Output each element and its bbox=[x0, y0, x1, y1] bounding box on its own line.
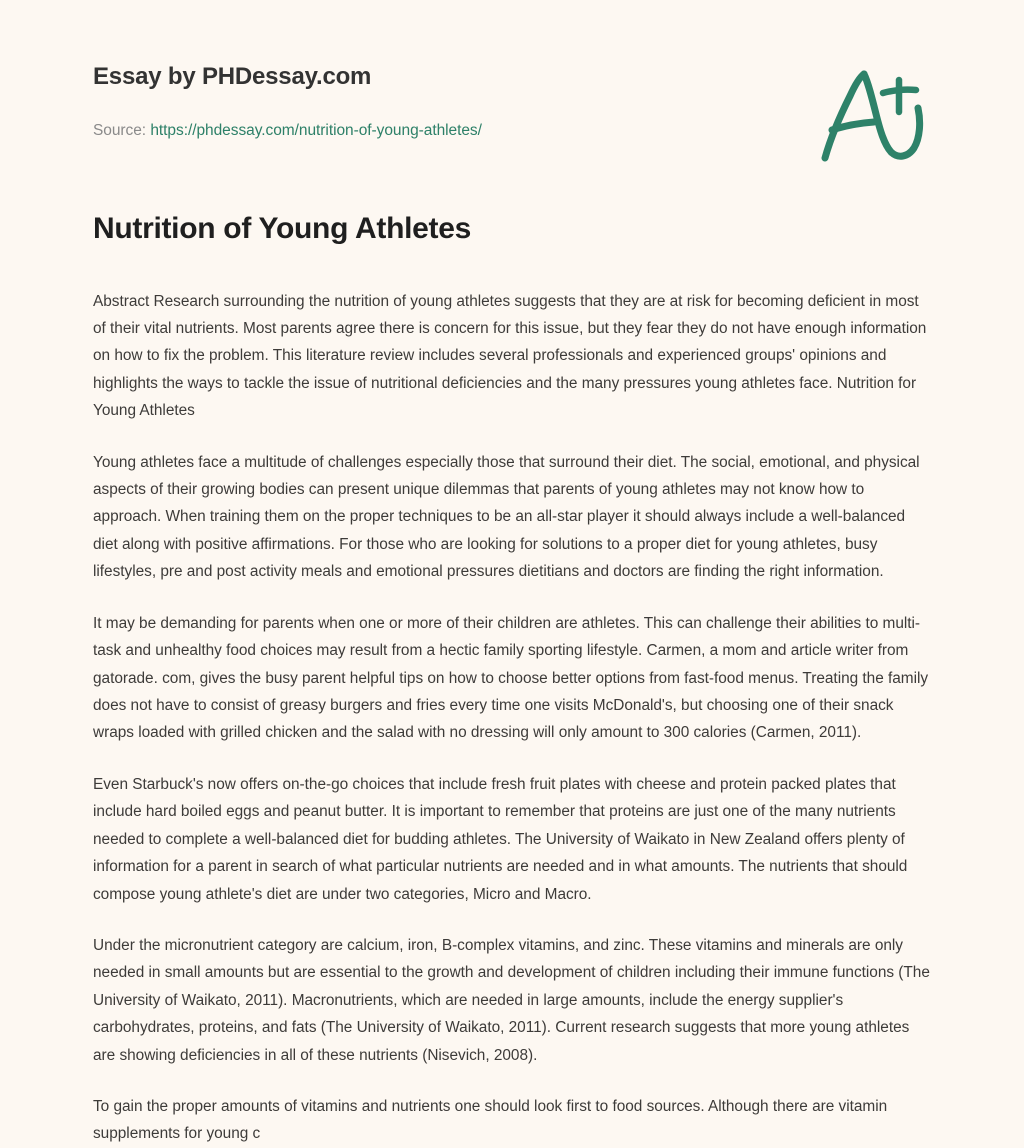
source-line bbox=[93, 122, 482, 140]
source-url-link[interactable]: https://phdessay.com/nutrition-of-young-athletes/ bbox=[150, 122, 482, 139]
paragraph: Even Starbuck's now offers on-the-go choices that include fresh fruit plates with cheese and protein packed plates that include hard boiled eggs and peanut butter. It is important to remember that proteins are just one of the many nutrients needed to complete a well-balanced diet for budding athletes. The University of Waikato in New Zealand offers plenty of information for a parent in search of what particular nutrients are needed and in what amounts. The nutrients that should compose young athlete's diet are under two categories, Micro and Macro. bbox=[93, 775, 908, 903]
source-label: Source: bbox=[93, 122, 147, 139]
article-body bbox=[93, 288, 933, 1148]
paragraph: It may be demanding for parents when one or more of their children are athletes. This can challenge their abilities to multi-task and unhealthy food choices may result from a hectic family sporting lifestyle. Carmen, a mom and article writer from gatorade. com, gives the busy parent helpful tips on how to choose better options from fast-food menus. Treating the family does not have to consist of greasy burgers and fries every time one visits McDonald's, but choosing one of their snack wraps loaded with grilled chicken and the salad with no dressing will only amount to 300 calories (Carmen, 2011). bbox=[93, 614, 929, 742]
a-plus-logo-icon bbox=[812, 58, 928, 166]
article bbox=[93, 210, 933, 1148]
page-header bbox=[0, 0, 1024, 185]
paragraph: Young athletes face a multitude of challenges especially those that surround their diet. The social, emotional, and physical aspects of their growing bodies can present unique dilemmas that parents of young athletes may not know how to approach. When training them on the proper techniques to be an all-star player it should always include a well-balanced diet along with positive affirmations. For those who are looking for solutions to a proper diet for young athletes, busy lifestyles, pre and post activity meals and emotional pressures dietitians and doctors are finding the right information. bbox=[93, 453, 920, 581]
paragraph: To gain the proper amounts of vitamins and nutrients one should look first to food sources. Although there are vitamin supplements for young c bbox=[93, 1098, 888, 1143]
page-title: Nutrition of Young Athletes bbox=[93, 212, 471, 245]
paragraph: Abstract Research surrounding the nutrition of young athletes suggests that they are at risk for becoming deficient in most of their vital nutrients. Most parents agree there is concern for this issue, but they fear they do not have enough information on how to fix the problem. This literature review includes several professionals and experienced groups' opinions and highlights the ways to tackle the issue of nutritional deficiencies and the many pressures young athletes face. Nutrition for Young Athletes bbox=[93, 292, 927, 420]
brand-title: Essay by PHDessay.com bbox=[93, 63, 372, 90]
paragraph: Under the micronutrient category are calcium, iron, B-complex vitamins, and zinc. These vitamins and minerals are only needed in small amounts but are essential to the growth and development of children including their immune functions (The University of Waikato, 2011). Macronutrients, which are needed in large amounts, include the energy supplier's carbohydrates, proteins, and fats (The University of Waikato, 2011). Current research suggests that more young athletes are showing deficiencies in all of these nutrients (Nisevich, 2008). bbox=[93, 936, 930, 1064]
